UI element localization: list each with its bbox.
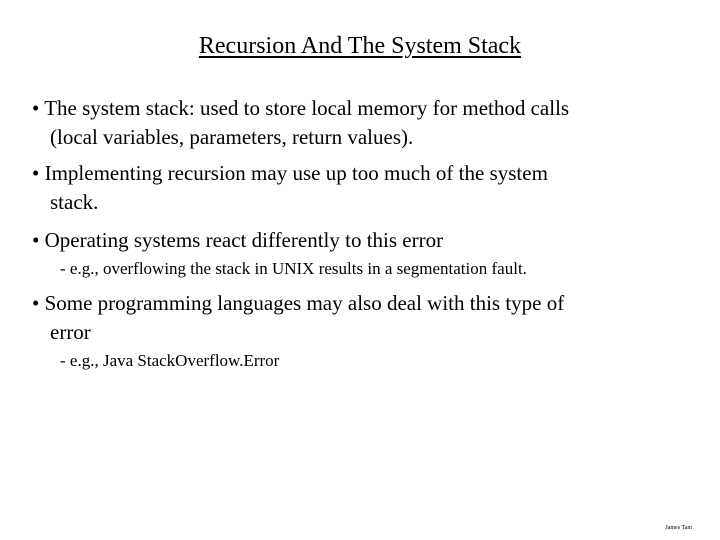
bullet-system-stack (32, 94, 692, 152)
bullet-continuation: (local variables, parameters, return values). (50, 125, 414, 149)
sub-bullet-java: - e.g., Java StackOverflow.Error (60, 351, 280, 370)
bullet-operating-systems (32, 226, 692, 255)
bullet-text: • Implementing recursion may use up too much of the system (32, 161, 548, 185)
bullet-text: • Operating systems react differently to this error (32, 228, 444, 252)
bullet-recursion-stack (32, 159, 692, 217)
bullet-text: • The system stack: used to store local memory for method calls (32, 96, 570, 120)
slide-title: Recursion And The System Stack (198, 33, 522, 59)
bullet-continuation: stack. (50, 190, 99, 214)
sub-bullet-unix: - e.g., overflowing the stack in UNIX results in a segmentation fault. (60, 259, 527, 278)
bullet-programming-languages (32, 289, 692, 347)
author-footer: James Tam (665, 525, 692, 531)
bullet-continuation: error (50, 320, 91, 344)
bullet-text: • Some programming languages may also deal with this type of (32, 291, 565, 315)
